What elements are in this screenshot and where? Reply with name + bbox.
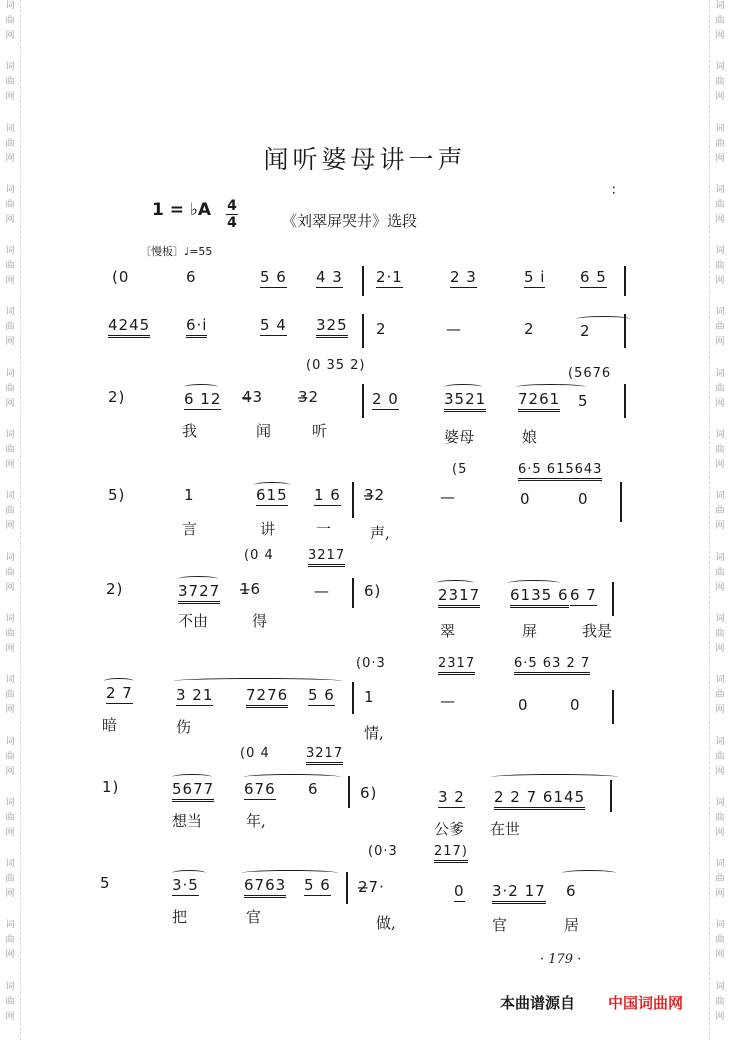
lyric: 我	[182, 422, 198, 440]
watermark-char: 曲	[5, 506, 15, 517]
watermark-char: 词	[5, 920, 15, 931]
tempo-marking: 〔慢板〕♩=55	[140, 245, 213, 258]
accompaniment-cue: (0 4	[240, 746, 270, 761]
lyric: 言	[182, 520, 198, 538]
score-system-4	[100, 456, 630, 542]
note-group: 6763	[244, 876, 286, 898]
footer-site-name: 中国词曲网	[608, 994, 684, 1012]
watermark-char: 曲	[5, 16, 15, 26]
slur-mark	[562, 870, 616, 876]
note-group: 2̶7·	[358, 878, 385, 896]
lyric: 听	[312, 422, 328, 440]
note-group: 6)	[360, 784, 378, 802]
watermark-char: 网	[715, 950, 725, 961]
watermark-char: 词	[5, 246, 15, 257]
watermark-char: 曲	[715, 261, 725, 272]
lyric: 娘	[522, 428, 538, 446]
note-group: 1	[184, 486, 195, 504]
slur-mark	[492, 774, 618, 780]
note-group: 5	[578, 392, 589, 410]
watermark-char: 词	[5, 675, 15, 686]
watermark-char: 词	[715, 613, 725, 624]
excerpt-source: 《刘翠屏哭井》选段	[282, 212, 418, 230]
margin-mark: ∶	[612, 183, 616, 199]
watermark-char: 词	[5, 123, 15, 134]
accompaniment-cue: (0 4	[244, 548, 274, 563]
note-group: 0	[518, 696, 529, 714]
note-group: —	[314, 582, 330, 600]
watermark-char: 网	[5, 643, 15, 654]
watermark-char: 曲	[715, 506, 725, 517]
watermark-char: 网	[715, 460, 725, 471]
note-group: 6 5	[580, 268, 607, 286]
bar-line	[348, 776, 350, 808]
watermark-char: 词	[715, 430, 725, 441]
accompaniment-cue: (5676	[568, 366, 612, 381]
score-system-2	[100, 312, 630, 356]
watermark-char: 词	[715, 920, 725, 931]
watermark-char: 曲	[5, 935, 15, 946]
note-group: 5677	[172, 780, 214, 802]
lyric: 把	[172, 908, 188, 926]
bar-line	[612, 690, 614, 724]
accompaniment-cue: 3217	[308, 548, 345, 567]
watermark-char: 词	[715, 675, 725, 686]
watermark-char: 词	[5, 430, 15, 441]
bar-line	[610, 780, 612, 812]
note-group: 2 0	[372, 390, 399, 408]
lyric: 伤	[176, 718, 192, 736]
lyric: 官	[246, 908, 262, 926]
watermark-char: 曲	[5, 77, 15, 88]
watermark-char: 词	[5, 491, 15, 502]
note-group: 2·1	[376, 268, 403, 286]
watermark-char: 网	[715, 92, 725, 103]
bar-line	[620, 482, 622, 522]
note-group: 2 3	[450, 268, 477, 286]
watermark-char: 网	[715, 214, 725, 225]
watermark-char: 曲	[5, 751, 15, 762]
watermark-char: 网	[715, 827, 725, 838]
watermark-char: 词	[715, 307, 725, 318]
accompaniment-cue: (5	[452, 462, 468, 477]
watermark-char: 网	[5, 460, 15, 471]
note-group: 2 2 7 6145	[494, 788, 585, 810]
lyric: 闻	[256, 422, 272, 440]
lyric: 一	[316, 520, 332, 538]
watermark-char: 曲	[715, 751, 725, 762]
watermark-char: 网	[5, 889, 15, 900]
watermark-char: 曲	[5, 628, 15, 639]
bar-line	[352, 482, 354, 518]
note-group: 5 6	[304, 876, 331, 894]
lyric: 声,	[370, 524, 390, 542]
watermark-char: 曲	[715, 16, 725, 26]
watermark-char: 曲	[715, 199, 725, 210]
note-group: 4245	[108, 316, 150, 338]
note-group: 5 i	[524, 268, 546, 286]
watermark-char: 曲	[715, 138, 725, 149]
watermark-char: 词	[5, 62, 15, 73]
note-group: 325	[316, 316, 348, 338]
watermark-char: 网	[5, 31, 15, 41]
note-group: 1)	[102, 778, 120, 796]
watermark-char: 曲	[715, 690, 725, 701]
note-group: 6135 6	[510, 586, 569, 608]
lyric: 翠	[440, 622, 456, 640]
watermark-char: 网	[715, 153, 725, 164]
watermark-char: 曲	[5, 445, 15, 456]
watermark-char: 网	[715, 582, 725, 593]
watermark-char: 词	[5, 307, 15, 318]
accompaniment-cue: (0·3	[368, 844, 398, 859]
note-group: 6 7	[570, 586, 597, 604]
watermark-char: 曲	[5, 874, 15, 885]
watermark-char: 网	[715, 398, 725, 409]
watermark-char: 网	[5, 398, 15, 409]
note-group: 2)	[106, 580, 124, 598]
watermark-char: 词	[5, 981, 15, 992]
watermark-char: 曲	[5, 812, 15, 823]
watermark-char: 词	[715, 123, 725, 134]
lyric: 我是	[582, 622, 613, 640]
time-signature	[226, 198, 238, 231]
bar-line	[362, 266, 364, 296]
note-group: 6	[566, 882, 577, 900]
accompaniment-cue: 217)	[434, 844, 468, 863]
watermark-char: 词	[715, 736, 725, 747]
watermark-char: 词	[715, 246, 725, 257]
watermark-char: 词	[5, 1, 15, 11]
lyric: 婆母	[444, 428, 475, 446]
watermark-char: 词	[715, 859, 725, 870]
accompaniment-cue: 2317	[438, 656, 475, 675]
watermark-char: 网	[715, 1011, 725, 1022]
watermark-char: 曲	[715, 445, 725, 456]
watermark-char: 网	[5, 521, 15, 532]
watermark-char: 词	[715, 797, 725, 808]
watermark-char: 网	[5, 92, 15, 103]
note-group: 2 7	[106, 684, 133, 702]
bar-line	[624, 266, 626, 296]
note-group: 6	[186, 268, 197, 286]
accompaniment-cue: 6·5 63 2 7	[514, 656, 590, 675]
note-group: 3̶2	[364, 486, 386, 504]
lyric: 讲	[260, 520, 276, 538]
note-group: 5 6	[260, 268, 287, 286]
watermark-char: 词	[5, 184, 15, 195]
note-group: 5)	[108, 486, 126, 504]
score-system-3	[100, 356, 630, 452]
note-group: 4 3	[316, 268, 343, 286]
accompaniment-cue: (0·3	[356, 656, 386, 671]
accompaniment-cue: 3217	[306, 746, 343, 765]
bar-line	[346, 872, 348, 904]
watermark-char: 曲	[5, 383, 15, 394]
note-group: 615	[256, 486, 288, 504]
watermark-char: 网	[715, 276, 725, 287]
watermark-char: 曲	[5, 199, 15, 210]
watermark-char: 曲	[5, 261, 15, 272]
note-group: 4̶3	[242, 388, 264, 406]
bar-line	[362, 314, 364, 348]
watermark-char: 词	[715, 368, 725, 379]
note-group: 7261	[518, 390, 560, 412]
note-group: 2	[580, 322, 591, 340]
note-group: 0	[578, 490, 589, 508]
note-group: —	[440, 488, 456, 506]
note-group: 2	[524, 320, 535, 338]
score-system-6	[100, 652, 630, 742]
bar-line	[624, 314, 626, 348]
watermark-char: 词	[5, 859, 15, 870]
watermark-char: 词	[715, 184, 725, 195]
watermark-char: 网	[5, 276, 15, 287]
note-group: 6·i	[186, 316, 207, 338]
note-group: 0	[454, 882, 465, 900]
watermark-char: 词	[5, 368, 15, 379]
watermark-char: 词	[5, 797, 15, 808]
bar-line	[624, 384, 626, 418]
note-group: (0	[112, 268, 130, 286]
note-group: 2)	[108, 388, 126, 406]
watermark-char: 词	[715, 981, 725, 992]
watermark-char: 曲	[5, 996, 15, 1007]
lyric: 居	[564, 916, 580, 934]
watermark-char: 网	[715, 337, 725, 348]
watermark-char: 网	[5, 827, 15, 838]
watermark-char: 词	[5, 613, 15, 624]
watermark-char: 曲	[715, 812, 725, 823]
watermark-char: 曲	[715, 874, 725, 885]
lyric: 公爹	[434, 820, 465, 838]
note-group: 3̶2	[298, 388, 320, 406]
watermark-char: 网	[715, 766, 725, 777]
watermark-char: 曲	[715, 77, 725, 88]
watermark-char: 网	[5, 153, 15, 164]
footer-source-label: 本曲谱源自	[500, 994, 576, 1012]
page-number: · 179 ·	[540, 952, 582, 967]
watermark-char: 网	[5, 950, 15, 961]
score-system-7	[100, 744, 630, 840]
score-system-1	[100, 262, 630, 302]
watermark-char: 曲	[715, 628, 725, 639]
watermark-char: 网	[5, 1011, 15, 1022]
lyric: 想当	[172, 812, 203, 830]
watermark-char: 曲	[5, 567, 15, 578]
watermark-char: 曲	[715, 996, 725, 1007]
note-group: —	[440, 692, 456, 710]
note-group: 2	[376, 320, 387, 338]
watermark-char: 词	[5, 552, 15, 563]
watermark-char: 词	[715, 552, 725, 563]
note-group: 6)	[364, 582, 382, 600]
watermark-char: 网	[5, 705, 15, 716]
lyric: 在世	[490, 820, 521, 838]
watermark-char: 曲	[715, 383, 725, 394]
note-group: 3521	[444, 390, 486, 412]
watermark-char: 曲	[5, 690, 15, 701]
bar-line	[362, 384, 364, 418]
note-group: 1 6	[314, 486, 341, 504]
lyric: 做,	[376, 914, 396, 932]
watermark-char: 网	[715, 31, 725, 41]
note-group: 2317	[438, 586, 480, 608]
watermark-char: 网	[715, 521, 725, 532]
note-group: 6 12	[184, 390, 222, 408]
watermark-char: 词	[715, 62, 725, 73]
note-group: —	[446, 320, 462, 338]
watermark-char: 网	[5, 337, 15, 348]
note-group: 5 4	[260, 316, 287, 334]
score-system-8	[100, 842, 630, 938]
lyric: 暗	[102, 716, 118, 734]
time-bottom: 4	[227, 215, 237, 231]
note-group: 3·2 17	[492, 882, 546, 904]
note-group: 5	[100, 874, 111, 892]
bar-line	[352, 682, 354, 714]
note-group: 3·5	[172, 876, 199, 894]
lyric: 年,	[246, 812, 266, 830]
song-title: 闻听婆母讲一声	[263, 145, 467, 174]
note-group: 1	[364, 688, 375, 706]
note-group: 3727	[178, 582, 220, 604]
note-group: 7276	[246, 686, 288, 708]
note-group: 3 21	[176, 686, 214, 704]
watermark-char: 词	[5, 736, 15, 747]
note-group: 676	[244, 780, 276, 798]
slur-mark	[174, 678, 342, 684]
time-top: 4	[227, 198, 237, 214]
note-group: 5 6	[308, 686, 335, 704]
note-group: 0	[520, 490, 531, 508]
note-group: 6	[308, 780, 319, 798]
watermark-char: 曲	[715, 322, 725, 333]
watermark-char: 网	[5, 766, 15, 777]
note-group: 0	[570, 696, 581, 714]
accompaniment-cue: 6·5 615643	[518, 462, 602, 481]
watermark-char: 网	[5, 582, 15, 593]
watermark-char: 曲	[5, 138, 15, 149]
watermark-char: 词	[715, 491, 725, 502]
watermark-char: 曲	[715, 935, 725, 946]
watermark-char: 网	[5, 214, 15, 225]
watermark-char: 曲	[715, 567, 725, 578]
bar-line	[352, 578, 354, 608]
watermark-char: 网	[715, 705, 725, 716]
score-system-5	[100, 546, 630, 642]
key-signature: 1 = ♭A	[152, 200, 212, 220]
lyric: 得	[252, 612, 268, 630]
bar-line	[612, 582, 614, 616]
note-group: 1̶6	[240, 580, 262, 598]
lyric: 官	[492, 916, 508, 934]
lyric: 不由	[178, 612, 209, 630]
lyric: 屏	[522, 622, 538, 640]
watermark-char: 网	[715, 643, 725, 654]
watermark-char: 网	[715, 889, 725, 900]
lyric: 情,	[364, 724, 384, 742]
note-group: 3 2	[438, 788, 465, 806]
watermark-char: 曲	[5, 322, 15, 333]
watermark-char: 词	[715, 1, 725, 11]
accompaniment-cue: (0 35 2)	[306, 358, 366, 373]
